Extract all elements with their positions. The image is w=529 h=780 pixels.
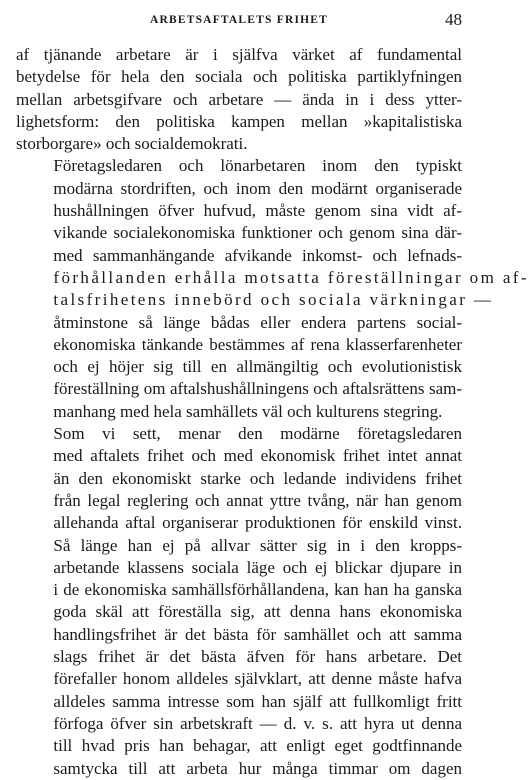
text-line: talsfrihetens innebörd och sociala värkningar — bbox=[53, 290, 494, 310]
page-header bbox=[16, 0, 462, 44]
text-line: slags frihet är det bästa äfven för hans arbetare. Det bbox=[53, 647, 462, 667]
text-line: från legal reglering och annat yttre tvång, när han genom bbox=[53, 490, 462, 510]
text-line: förfoga öfver sin arbetskraft — d. v. s. att hyra ut denna bbox=[53, 713, 462, 733]
text-line: Som vi sett, menar den modärne företagsledaren bbox=[53, 424, 462, 444]
text-line: vikande socialekonomiska funktioner och genom sina där- bbox=[53, 223, 462, 243]
text-line: och ej höjer sig till en allmängiltig och evolutionistisk bbox=[53, 357, 462, 377]
text-line: Så länge han ej på allvar sätter sig in i den kropps- bbox=[53, 535, 462, 555]
text-line: arbetande klassens sociala läge och ej blickar djupare in bbox=[53, 557, 462, 577]
text-line: samtycka till att arbeta hur många timmar om dagen bbox=[53, 758, 462, 778]
paragraph-1 bbox=[16, 44, 462, 155]
text-line: än den ekonomiskt starke och ledande individens frihet bbox=[53, 468, 462, 488]
text-line: med aftalets frihet och med ekonomisk frihet intet annat bbox=[53, 446, 462, 466]
text-line: af tjänande arbetare är i själfva värket af fundamental bbox=[16, 45, 462, 64]
page-number: 48 bbox=[445, 10, 462, 29]
text-line: manhang med hela samhällets väl och kulturens stegring. bbox=[53, 401, 443, 421]
text-line: förhållanden erhålla motsatta föreställningar om af- bbox=[53, 267, 529, 287]
text-line: Företagsledaren och lönarbetaren inom den typiskt bbox=[53, 156, 462, 176]
text-line: goda skäl att föreställa sig, att denna hans ekonomiska bbox=[53, 602, 462, 622]
text-line: mellan arbetsgifvare och arbetare — ända in i dess ytter- bbox=[16, 89, 462, 109]
text-line: med sammanhängande afvikande inkomst- och lefnads- bbox=[53, 245, 462, 265]
text-line: betydelse för hela den sociala och politiska partiklyfningen bbox=[16, 67, 462, 87]
paragraph-2 bbox=[16, 155, 529, 423]
text-line: hushållningen öfver hufvud, måste genom sina vidt af- bbox=[53, 201, 462, 221]
running-title: ARBETSAFTALETS FRIHET bbox=[149, 14, 329, 26]
text-line: till hvad pris han behagar, att enligt eget godtfinnande bbox=[53, 736, 462, 756]
text-line: handlingsfrihet är det bästa för samhället och att samma bbox=[53, 624, 462, 644]
text-line: åtminstone så länge bådas eller endera partens social- bbox=[53, 312, 462, 332]
text-line: föreställning om aftalshushållningens och aftalsrättens sam- bbox=[53, 379, 462, 399]
body-text bbox=[16, 44, 529, 780]
book-page bbox=[16, 0, 529, 780]
paragraph-3 bbox=[16, 423, 462, 780]
text-line: lighetsform: den politiska kampen mellan »kapitalistiska bbox=[16, 111, 462, 131]
text-line: förefaller honom alldeles självklart, att denne måste hafva bbox=[53, 669, 462, 689]
text-line: allehanda aftal organiserar produktionen för enskild vinst. bbox=[53, 513, 462, 533]
text-line: modärna stordriften, och inom den modärnt organiserade bbox=[53, 178, 462, 198]
text-line: i de ekonomiska samhällsförhållandena, kan han ha ganska bbox=[53, 580, 462, 600]
text-line: storborgare» och socialdemokrati. bbox=[16, 134, 248, 154]
text-line: alldeles samma intresse som han själf att fullkomligt fritt bbox=[53, 691, 462, 711]
text-line: ekonomiska tänkande bestämmes af rena klasserfarenheter bbox=[53, 334, 462, 354]
